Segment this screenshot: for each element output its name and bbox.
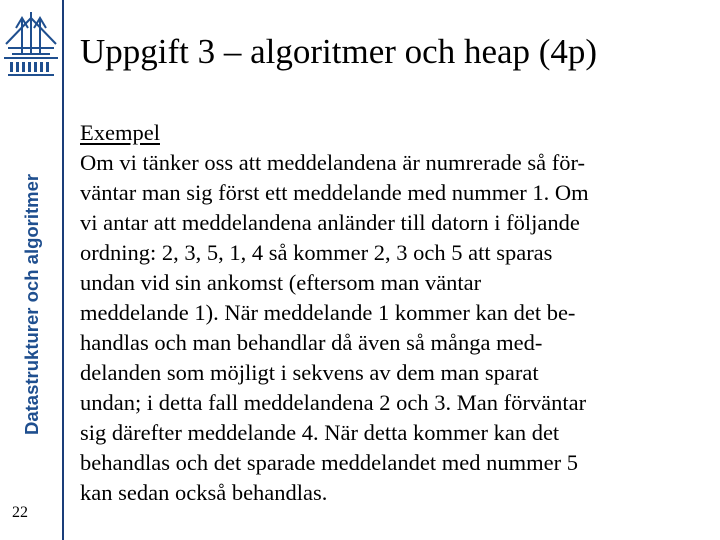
slide-body: [80, 118, 714, 508]
page-number: 22: [12, 504, 28, 521]
sidebar-divider: [62, 0, 64, 540]
text-line: undan; i detta fall meddelandena 2 och 3. Man förväntar: [80, 390, 587, 415]
text-line: meddelande 1). När meddelande 1 kommer kan det be-: [80, 300, 576, 325]
text-line: undan vid sin ankomst (eftersom man väntar: [80, 270, 482, 295]
page-title: Uppgift 3 – algoritmer och heap (4p): [80, 32, 598, 71]
text-line: väntar man sig först ett meddelande med nummer 1. Om: [80, 180, 589, 205]
text-line: handlas och man behandlar då även så många med-: [80, 330, 543, 355]
section-heading: Exempel: [80, 120, 160, 145]
text-line: vi antar att meddelandena anländer till datorn i följande: [80, 210, 580, 235]
text-line: ordning: 2, 3, 5, 1, 4 så kommer 2, 3 och 5 att sparas: [80, 240, 553, 265]
text-line: behandlas och det sparade meddelandet med nummer 5: [80, 450, 578, 475]
university-logo-icon: [2, 8, 60, 80]
text-line: delanden som möjligt i sekvens av dem man sparat: [80, 360, 539, 385]
course-title-vertical: Datastrukturer och algoritmer: [21, 173, 42, 435]
text-line: Om vi tänker oss att meddelandena är numrerade så för-: [80, 150, 585, 175]
text-line: sig därefter meddelande 4. När detta kommer kan det: [80, 420, 560, 445]
sidebar: [0, 0, 64, 540]
text-line: kan sedan också behandlas.: [80, 480, 328, 505]
